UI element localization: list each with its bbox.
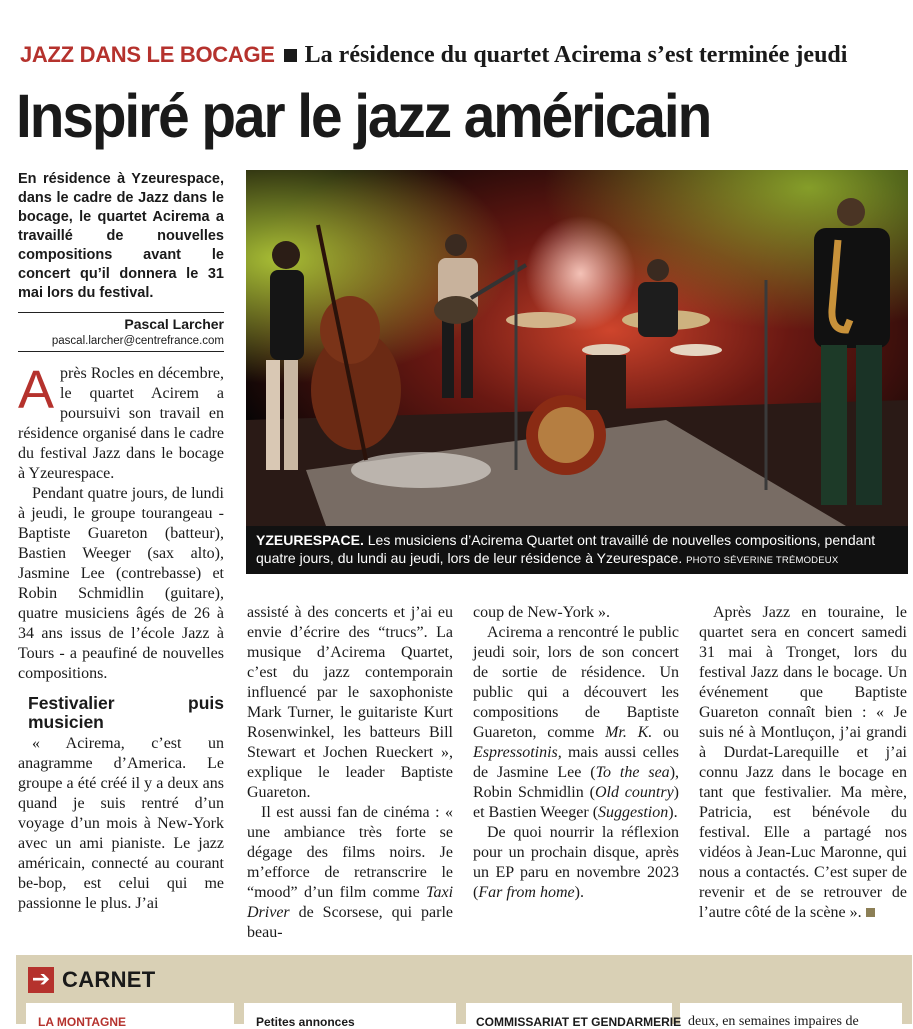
carnet-text: deux, en semaines impaires de <box>688 1014 859 1029</box>
dropcap: A <box>18 360 55 420</box>
carnet-title: CARNET <box>62 967 156 992</box>
carnet-section-label: LA MONTAGNE <box>38 1015 126 1029</box>
author-rule-bottom <box>18 351 224 352</box>
author-name: Pascal Larcher <box>124 316 224 332</box>
paragraph-text: près Rocles en décembre, le quartet Acirem a poursuivi son travail en résidence organisé dans le cadre du festival Jazz dans le bocage à Yzeurespace. <box>18 365 224 482</box>
caption-text: Les musiciens d’Acirema Quartet ont travaillé de nouvelles compositions, pendant quatre jours, du lundi au jeudi, lors de leur résidence à Yzeurespace. <box>256 532 876 566</box>
author-email: pascal.larcher@centrefrance.com <box>51 335 224 347</box>
byline <box>18 315 224 349</box>
composition-title: To the sea <box>595 764 670 781</box>
article-column-2 <box>247 603 453 943</box>
paragraph-text: ou <box>663 724 680 741</box>
paragraph-text: ). <box>668 804 678 821</box>
end-of-article-square-icon <box>866 908 875 917</box>
paragraph <box>473 823 679 903</box>
paragraph-text: ), Robin Schmidlin ( <box>473 764 680 801</box>
paragraph: Pendant quatre jours, de lundi à jeudi, le groupe tourangeau - Baptiste Guareton (batteur), Bastien Weeger (sax alto), Jasmine Lee (contrebasse) et Robin Schmidlin (guitare), quatre musiciens âgés de 26 à 34 ans issus de l’école Jazz à Tours - a peaufiné de nouvelles compositions. <box>18 485 224 682</box>
photo-illustration <box>246 170 908 526</box>
composition-title: Espressotinis, <box>473 744 562 761</box>
article-column-1 <box>18 360 224 914</box>
film-title: Taxi Driver <box>247 884 454 921</box>
composition-title: Mr. K. <box>605 724 653 741</box>
paragraph <box>473 623 679 823</box>
kicker-text: La résidence du quartet Acirema s’est terminée jeudi <box>304 41 848 68</box>
paragraph <box>18 360 224 484</box>
ep-title: Far from home <box>478 884 575 901</box>
paragraph-text: de Scorsese, qui parle beau- <box>247 904 454 941</box>
paragraph <box>247 803 453 943</box>
subhead: Festivalier puis musicien <box>28 693 224 732</box>
paragraph-text: Il est aussi fan de cinéma : « une ambiance très forte se dégage des films noirs. Je m’efforce de retranscrire le “mood” d’un film comme <box>247 804 453 901</box>
author-rule-top <box>18 312 224 313</box>
paragraph <box>699 603 907 923</box>
composition-title: Suggestion <box>598 804 669 821</box>
article-column-4 <box>699 603 907 923</box>
paragraph-text: ). <box>574 884 584 901</box>
headline: Inspiré par le jazz américain <box>16 82 711 150</box>
chapo-text: En résidence à Yzeurespace, dans le cadre de Jazz dans le bocage, le quartet Acirema a travaillé de nouvelles compositions avant le concert qu’il donnera le 31 mai lors du festival. <box>18 171 224 301</box>
chapo <box>18 170 224 303</box>
paragraph-text: Après Jazz en touraine, le quartet sera en concert samedi 31 mai à Tronget, lors du festival Jazz dans le bocage. Un événement que Baptiste Guareton connaît bien : « Je suis né à Montluçon, j’ai grandi à Durdat-Larequille et j’ai connu Jazz dans le bocage en tant que festivalier. Ma mère, Patricia, est bénévole du festival. Elle a partagé nos vidéos à Jean-Luc Maronne, qui nous a contactés. C’est super de revenir et de se retrouver de l’autre côté de la scène ». <box>699 604 907 921</box>
arrow-right-icon: ➔ <box>28 967 54 993</box>
carnet-section-label: COMMISSARIAT ET GENDARMERIE <box>476 1015 682 1029</box>
caption-label: YZEURESPACE. <box>256 532 364 548</box>
carnet-section-label: Petites annonces <box>256 1015 355 1029</box>
black-square-bullet-icon <box>284 49 297 62</box>
paragraph: « Acirema, c’est un anagramme d’America. Le groupe a été créé il y a deux ans quand je suis rentré d’un voyage d’un mois à New-York avec un ami pianiste. Le jazz américain, connecté au courant be-bop, est celui qui me passionne le plus. J’ai <box>18 735 224 912</box>
composition-title: Old country <box>594 784 674 801</box>
kicker-label: JAZZ DANS LE BOCAGE <box>20 42 275 67</box>
paragraph: assisté à des concerts et j’ai eu envie d’écrire des “trucs”. La musique d’Acirema Quartet, c’est du jazz contemporain influencé par le saxophoniste Mark Turner, le guitariste Kurt Rosenwinkel, les batteurs Bill Stewart et Jochen Rueckert », explique le leader Baptiste Guareton. <box>247 604 453 801</box>
concert-photo <box>246 170 908 526</box>
photo-credit: PHOTO SÉVERINE TRÉMODEUX <box>686 555 839 566</box>
carnet-header <box>28 962 155 998</box>
paragraph: coup de New-York ». <box>473 604 611 621</box>
paragraph-text: ) et Bastien Weeger ( <box>473 784 679 821</box>
photo-caption <box>246 526 908 574</box>
article-column-3 <box>473 603 679 903</box>
paragraph-text: Acirema a rencontré le public jeudi soir, lors de son concert de sortie de résidence. Un public qui a découvert les compositions de Baptiste Guareton, comme <box>473 624 679 741</box>
paragraph-text: De quoi nourrir la réflexion pour un prochain disque, après un EP paru en novembre 2023 ( <box>473 824 679 901</box>
paragraph-text: mais aussi celles de Jasmine Lee ( <box>473 744 679 781</box>
kicker <box>20 40 847 70</box>
